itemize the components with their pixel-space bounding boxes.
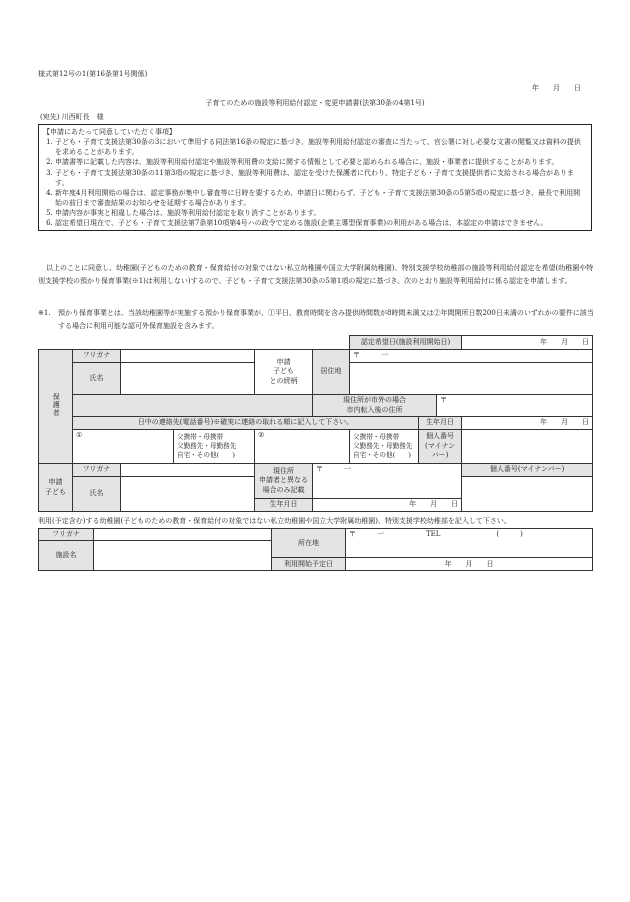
guardian-furigana-input[interactable]: [121, 350, 255, 363]
contact-label: 日中の連絡先(電話番号)※確実に連絡の取れる順に記入して下さい。: [73, 417, 419, 430]
new-address-label: 現住所が市外の場合 市内転入後の住所: [313, 395, 437, 417]
desired-date-label: 認定希望日(施設利用開始日): [350, 336, 462, 350]
child-mynumber-input[interactable]: [462, 477, 593, 512]
addressee: (宛先) 川西町長 様: [40, 113, 104, 121]
consent-item: 4. 新年度4月利用開始の場合は、認定事務が集中し審査等に日時を要するため、申請日に関わらず、子ども・子育て支援法第30条の5第5項の規定に基づき、最長で利用開始の前日まで審査結果のお知らせを延期する場合があります。: [55, 188, 587, 208]
start-date-label: 利用開始予定日: [272, 558, 346, 571]
child-furigana-label: フリガナ: [73, 464, 121, 477]
footnote: [38, 307, 594, 334]
facility-location-label: 所在地: [272, 529, 346, 558]
child-name-input[interactable]: [121, 477, 255, 512]
residence-input[interactable]: 〒 一: [350, 350, 593, 363]
guardian-birth-field[interactable]: 年 月 日: [462, 417, 593, 430]
guardian-name-input[interactable]: [121, 363, 255, 395]
consent-list: [43, 137, 587, 228]
application-form-table: [38, 335, 593, 512]
guardian-mynumber-input[interactable]: [462, 430, 593, 464]
consent-heading: 【申請にあたって同意していただく事項】: [43, 128, 176, 136]
contact-1-input[interactable]: ①: [73, 430, 174, 464]
child-name-label: 氏名: [73, 477, 121, 512]
guardian-birth-label: 生年月日: [419, 417, 462, 430]
guardian-blank-area: [73, 395, 313, 417]
child-address-input[interactable]: 〒 一: [313, 464, 462, 499]
residence-input-cont[interactable]: [350, 363, 593, 395]
guardian-mynumber-label: 個人番号 (マイナンバー): [419, 430, 462, 464]
form-title: 子育てのための施設等利用給付認定・変更申請書(法第30条の4第1号): [205, 99, 425, 107]
child-section-label: 申請 子ども: [39, 464, 73, 512]
facility-table: [38, 528, 593, 571]
child-birth-label: 生年月日: [255, 499, 313, 512]
application-date: 年 月 日: [532, 84, 581, 92]
form-number: 様式第12号の1(第16条第1号関係): [38, 70, 148, 78]
contact-2-type[interactable]: 父携帯・母携帯 父勤務先・母勤務先 自宅・その他( ): [350, 430, 419, 464]
guardian-furigana-label: フリガナ: [73, 350, 121, 363]
consent-item: 2. 申請書等に記載した内容は、施設等利用給付認定や施設等利用費の支給に関する情報として必要と認められる場合に、施設・事業者に提供することがあります。: [55, 157, 587, 167]
consent-item: 5. 申請内容が事実と相違した場合は、施設等利用給付認定を取り消すことがあります。: [55, 208, 587, 218]
consent-notice-box: [38, 124, 592, 231]
consent-item: 6. 認定希望日現在で、子ども・子育て支援法第7条第10項第4号ハの政令で定める施設(企業主導型保育事業)の利用がある場合は、本認定の申請はできません。: [55, 218, 587, 228]
facility-name-label: 施設名: [39, 541, 94, 571]
footnote-label: ※1.: [38, 309, 51, 317]
contact-2-input[interactable]: ②: [255, 430, 350, 464]
relation-label: 申請 子ども との続柄: [255, 350, 313, 395]
facility-name-input[interactable]: [94, 541, 272, 571]
footnote-text: 預かり保育事業とは、当該幼稚園等が実施する預かり保育事業が、①平日、教育時間を含み提供時間数が8時間未満又は②年間開所日数200日未満のいずれかの要件に該当する場合に利用可能な認可外保育施設を含みます。: [58, 309, 594, 331]
residence-label: 居住地: [313, 350, 350, 395]
desired-date-field[interactable]: 年 月 日: [462, 336, 593, 350]
facility-instructions: 利用(予定含む)する幼稚園(子どものための教育・保育給付の対象ではない私立幼稚園や国立大学附属幼稚園)、特別支援学校幼稚部を記入して下さい。: [38, 517, 511, 525]
child-mynumber-label: 個人番号(マイナンバー): [462, 464, 593, 477]
new-address-input[interactable]: 〒: [437, 395, 593, 417]
child-address-label: 現住所 申請者と異なる 場合のみ記載: [255, 464, 313, 499]
guardian-name-label: 氏名: [73, 363, 121, 395]
consent-statement: 以上のことに同意し、幼稚園(子どものための教育・保育給付の対象ではない私立幼稚園や国立大学附属幼稚園)、特別支援学校幼稚部の施設等利用給付認定を希望(幼稚園や特別支援学校の預かり保育事業(※1)は利用しない)するので、子ども・子育て支援法第30条の5第1項の規定に基づき、次のとおり施設等利用給付に係る認定を申請します。: [38, 264, 594, 286]
consent-item: 1. 子ども・子育て支援法第30条の3において準用する同法第16条の規定に基づき、施設等利用給付認定の審査に当たって、官公署に対し必要な文書の閲覧又は資料の提供を求めることがあります。: [55, 137, 587, 157]
contact-1-type[interactable]: 父携帯・母携帯 父勤務先・母勤務先 自宅・その他( ): [174, 430, 255, 464]
guardian-section-label: 保護者: [39, 350, 73, 464]
child-birth-field[interactable]: 年 月 日: [313, 499, 462, 512]
facility-furigana-label: フリガナ: [39, 529, 94, 541]
child-furigana-input[interactable]: [121, 464, 255, 477]
facility-location-input[interactable]: 〒 一 TEL ( ): [346, 529, 593, 558]
consent-item: 3. 子ども・子育て支援法第30条の11第3項の規定に基づき、施設等利用費は、認定を受けた保護者に代わり、特定子ども・子育て支援提供者に支給される場合があります。: [55, 168, 587, 188]
start-date-field[interactable]: 年 月 日: [346, 558, 593, 571]
facility-furigana-input[interactable]: [94, 529, 272, 541]
